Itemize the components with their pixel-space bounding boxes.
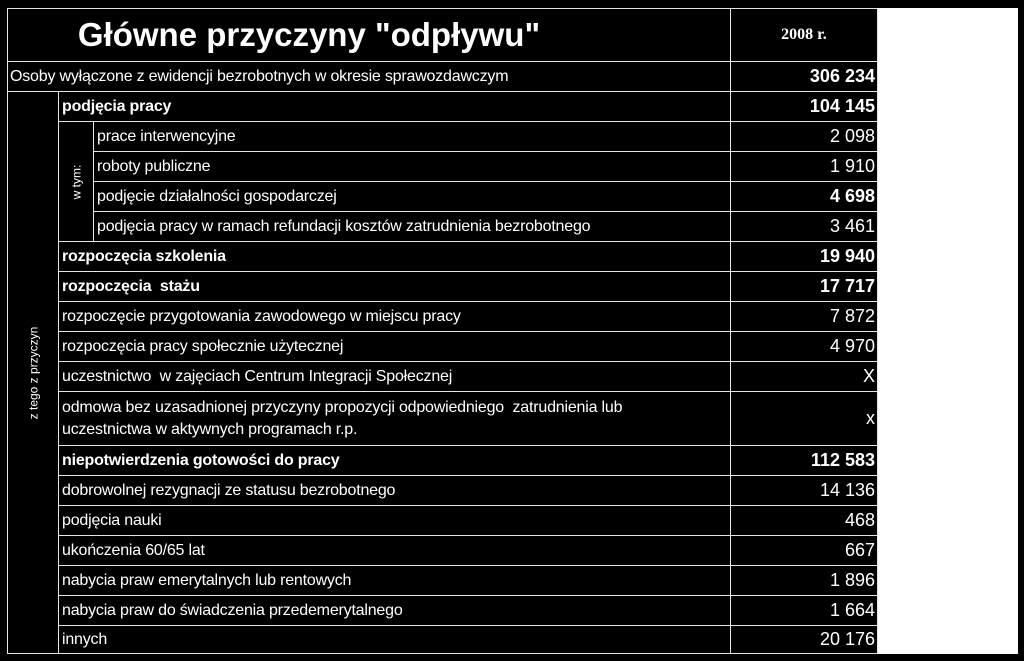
row-value-emerytalne: [730, 565, 878, 596]
total-value-text: 306 234: [809, 66, 875, 86]
row-label-niepotwierdzenia: [58, 445, 731, 476]
cell-text: 14 136: [819, 480, 875, 500]
cell-text: 1 664: [829, 600, 875, 620]
row-label-rezygnacja: [58, 475, 731, 506]
cell-text: 104 145: [809, 96, 875, 116]
row-value-roboty-publiczne: [730, 151, 878, 182]
cell-text: rozpoczęcia pracy społecznie użytecznej: [62, 337, 344, 355]
cell-text: x: [866, 408, 875, 428]
row-label-nauka: [58, 505, 731, 536]
cell-text: podjęcie działalności gospodarczej: [97, 187, 337, 205]
cell-text: niepotwierdzenia gotowości do pracy: [62, 451, 340, 469]
cell-text: X: [862, 366, 875, 386]
row-label-odmowa: [58, 391, 731, 446]
cell-text: 7 872: [829, 306, 875, 326]
cell-text: nabycia praw emerytalnych lub rentowych: [62, 571, 352, 589]
row-value-praca-spoleczna: [730, 331, 878, 362]
cell-text: dobrowolnej rezygnacji ze statusu bezrobotnego: [62, 481, 396, 499]
cell-text: 4 970: [829, 336, 875, 356]
cell-text: ukończenia 60/65 lat: [62, 541, 205, 559]
cell-text: nabycia praw do świadczenia przedemerytalnego: [62, 601, 403, 619]
row-value-rezygnacja: [730, 475, 878, 506]
row-label-emerytalne: [58, 565, 731, 596]
row-value-refundacja: [730, 211, 878, 242]
row-value-nauka: [730, 505, 878, 536]
row-label-przedemerytalne: [58, 595, 731, 626]
year-header: [730, 8, 878, 62]
cell-text: innych: [62, 630, 108, 648]
cell-text: podjęcia nauki: [62, 511, 162, 529]
cell-text: 19 940: [819, 246, 875, 266]
cell-text: 2 098: [829, 126, 875, 146]
row-label-szkolenia: [58, 241, 731, 272]
cell-text: 112 583: [810, 450, 875, 470]
cell-text: rozpoczęcie przygotowania zawodowego w miejscu pracy: [62, 307, 461, 325]
row-value-odmowa: [730, 391, 878, 446]
cell-text: podjęcia pracy: [62, 97, 172, 115]
cell-text: 17 717: [819, 276, 875, 296]
sub-label: [58, 121, 94, 242]
row-label-refundacja: [93, 211, 731, 242]
table-title-text: Główne przyczyny "odpływu": [77, 16, 541, 53]
row-label-podjecia-pracy: [58, 91, 731, 122]
row-value-niepotwierdzenia: [730, 445, 878, 476]
side-label: [7, 91, 59, 654]
cell-text: uczestnictwo w zajęciach Centrum Integracji Społecznej: [62, 367, 453, 385]
row-label-ukonczenie: [58, 535, 731, 566]
row-value-przedemerytalne: [730, 595, 878, 626]
cell-text: 667: [844, 540, 875, 560]
cell-text: 468: [844, 510, 875, 530]
cell-text: roboty publiczne: [97, 157, 211, 175]
cell-text: 4 698: [829, 186, 875, 206]
cell-text: podjęcia pracy w ramach refundacji kosztów zatrudnienia bezrobotnego: [97, 217, 591, 235]
row-label-cis: [58, 361, 731, 392]
table-title: [7, 8, 731, 62]
row-label-dzialalnosc: [93, 181, 731, 212]
row-label-stazu: [58, 271, 731, 302]
row-label-roboty-publiczne: [93, 151, 731, 182]
year-header-text: 2008 r.: [781, 26, 827, 43]
row-value-przygotowanie: [730, 301, 878, 332]
row-value-cis: [730, 361, 878, 392]
cell-text: prace interwencyjne: [97, 127, 236, 145]
row-label-przygotowanie: [58, 301, 731, 332]
total-value: [730, 61, 878, 92]
side-label-text: z tego z przyczyn: [26, 326, 41, 419]
cell-text: 1 910: [829, 156, 875, 176]
row-label-prace-interwencyjne: [93, 121, 731, 152]
cell-text: 20 176: [819, 629, 875, 649]
row-value-prace-interwencyjne: [730, 121, 878, 152]
row-value-dzialalnosc: [730, 181, 878, 212]
cell-text: 1 896: [829, 570, 875, 590]
cell-text: 3 461: [829, 216, 875, 236]
row-value-podjecia-pracy: [730, 91, 878, 122]
row-value-innych: [730, 625, 878, 654]
row-label-innych: [58, 625, 731, 654]
total-label: [7, 61, 731, 92]
sub-label-text: w tym:: [69, 164, 84, 199]
row-value-szkolenia: [730, 241, 878, 272]
row-value-stazu: [730, 271, 878, 302]
row-label-praca-spoleczna: [58, 331, 731, 362]
cell-text: rozpoczęcia stażu: [62, 277, 200, 295]
row-value-ukonczenie: [730, 535, 878, 566]
cell-text: rozpoczęcia szkolenia: [62, 247, 226, 265]
cell-text: odmowa bez uzasadnionej przyczyny propozycji odpowiedniego zatrudnienia lub uczestnictwa w aktywnych programach r.p.: [62, 398, 627, 438]
total-label-text: Osoby wyłączone z ewidencji bezrobotnych w okresie sprawozdawczym: [10, 67, 509, 85]
